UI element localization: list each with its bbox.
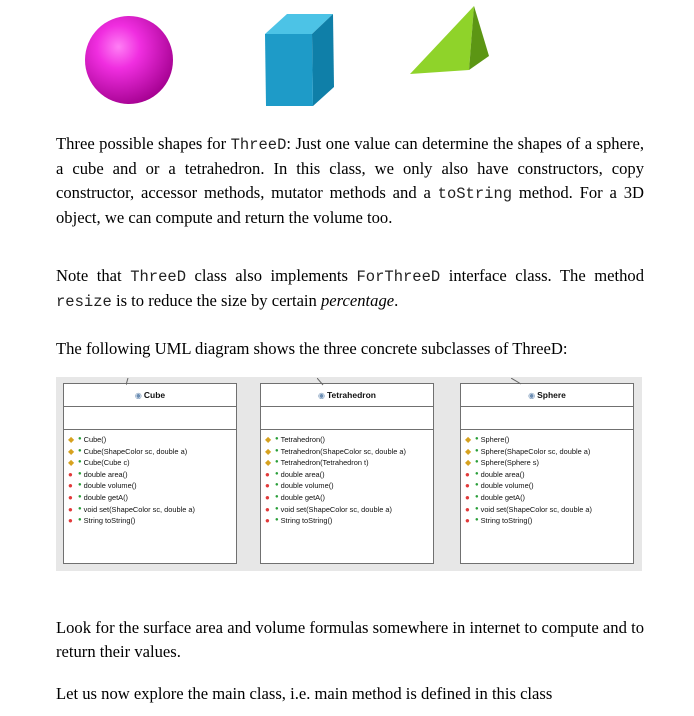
uml-class-header — [261, 384, 433, 407]
method-icon: ● — [465, 492, 470, 502]
method-icon: ● — [265, 469, 270, 479]
constructor-icon: ◆ — [68, 435, 75, 444]
public-visibility-icon: ● — [475, 459, 479, 466]
uml-constructor — [68, 446, 236, 458]
uml-constructor — [465, 457, 633, 469]
class-icon: ◉ — [318, 390, 325, 400]
uml-class-name: Tetrahedron — [327, 390, 376, 400]
uml-method — [265, 469, 433, 481]
uml-class-header — [461, 384, 633, 407]
uml-class-name: Sphere — [537, 390, 566, 400]
method-signature: Tetrahedron() — [280, 435, 325, 444]
method-signature: double area() — [83, 469, 128, 479]
method-icon: ● — [68, 481, 73, 491]
method-signature: Tetrahedron(Tetrahedron t) — [280, 458, 369, 468]
public-visibility-icon: ● — [275, 493, 279, 500]
method-signature: double area() — [280, 469, 325, 479]
code-threed: ThreeD — [230, 136, 287, 154]
code-resize: resize — [56, 293, 112, 311]
uml-method — [68, 492, 236, 504]
method-icon: ● — [68, 492, 73, 502]
public-visibility-icon: ● — [78, 482, 82, 489]
uml-method — [68, 515, 236, 527]
constructor-icon: ◆ — [465, 435, 472, 444]
method-signature: double volume() — [280, 481, 334, 491]
uml-constructor — [265, 434, 433, 446]
uml-constructor — [465, 446, 633, 458]
method-signature: void set(ShapeColor sc, double a) — [83, 504, 195, 514]
method-icon: ● — [68, 504, 73, 514]
method-signature: String toString() — [480, 516, 533, 526]
method-icon: ● — [465, 469, 470, 479]
method-signature: double volume() — [480, 481, 534, 491]
constructor-icon: ◆ — [68, 446, 75, 456]
uml-class-sphere — [460, 383, 634, 564]
public-visibility-icon: ● — [475, 470, 479, 477]
method-signature: void set(ShapeColor sc, double a) — [280, 504, 392, 514]
public-visibility-icon: ● — [78, 470, 82, 477]
code-forthreed: ForThreeD — [356, 268, 441, 286]
method-signature: void set(ShapeColor sc, double a) — [480, 504, 592, 514]
method-icon: ● — [465, 504, 470, 514]
interface-paragraph: Note that ThreeD class also implements ForThreeD interface class. The method resize is to reduce the size by certain percentage. — [56, 266, 644, 311]
method-signature: Cube() — [83, 435, 107, 444]
public-visibility-icon: ● — [475, 436, 479, 442]
constructor-icon: ◆ — [465, 458, 472, 468]
uml-constructor — [68, 434, 236, 446]
method-signature: Sphere() — [480, 435, 510, 444]
uml-method — [68, 480, 236, 492]
method-signature: String toString() — [83, 516, 136, 526]
public-visibility-icon: ● — [275, 447, 279, 454]
inheritance-connector — [126, 378, 138, 386]
method-icon: ● — [465, 481, 470, 491]
public-visibility-icon: ● — [275, 482, 279, 489]
uml-constructor — [265, 446, 433, 458]
uml-class-header — [64, 384, 236, 407]
public-visibility-icon: ● — [78, 517, 82, 524]
tetrahedron-image — [410, 6, 489, 74]
uml-fields-section — [461, 407, 633, 430]
uml-fields-section — [64, 407, 236, 430]
method-icon: ● — [465, 516, 470, 526]
constructor-icon: ◆ — [68, 458, 75, 468]
public-visibility-icon: ● — [78, 493, 82, 500]
public-visibility-icon: ● — [275, 459, 279, 466]
constructor-icon: ◆ — [465, 446, 472, 456]
uml-method — [465, 504, 633, 516]
method-signature: Tetrahedron(ShapeColor sc, double a) — [280, 446, 406, 456]
method-icon: ● — [68, 469, 73, 479]
method-icon: ● — [265, 504, 270, 514]
uml-method — [265, 480, 433, 492]
uml-constructor — [68, 457, 236, 469]
method-signature: Cube(Cube c) — [83, 458, 130, 468]
uml-method — [68, 504, 236, 516]
public-visibility-icon: ● — [475, 482, 479, 489]
uml-methods-section — [64, 430, 236, 527]
uml-methods-section — [261, 430, 433, 527]
uml-method — [465, 492, 633, 504]
code-threed: ThreeD — [130, 268, 186, 286]
uml-fields-section — [261, 407, 433, 430]
method-icon: ● — [265, 481, 270, 491]
shapes-illustration — [0, 0, 694, 120]
method-signature: String toString() — [280, 516, 333, 526]
uml-constructor — [265, 457, 433, 469]
uml-intro-paragraph: The following UML diagram shows the three concrete subclasses of ThreeD: — [56, 339, 568, 358]
class-icon: ◉ — [134, 390, 142, 400]
intro-paragraph: Three possible shapes for ThreeD: Just one value can determine the shapes of a sphere, a cube and or a tetrahedron. In this class, we only also have constructors, copy constructor, accessor methods, mutator methods and a toString method. For a 3D object, we can compute and return the volume too. — [56, 134, 644, 227]
public-visibility-icon: ● — [475, 493, 479, 500]
uml-class-name: Cube — [143, 390, 166, 400]
uml-methods-section — [461, 430, 633, 527]
uml-method — [265, 492, 433, 504]
method-signature: double volume() — [83, 481, 137, 491]
main-class-paragraph: Let us now explore the main class, i.e. main method is defined in this class — [56, 684, 553, 703]
public-visibility-icon: ● — [275, 517, 279, 524]
method-icon: ● — [68, 516, 73, 526]
method-signature: double getA() — [280, 492, 325, 502]
method-signature: double getA() — [83, 492, 128, 502]
method-signature: Sphere(ShapeColor sc, double a) — [480, 446, 591, 456]
public-visibility-icon: ● — [275, 436, 279, 442]
uml-method — [465, 515, 633, 527]
public-visibility-icon: ● — [78, 447, 82, 454]
public-visibility-icon: ● — [475, 517, 479, 524]
public-visibility-icon: ● — [275, 505, 279, 512]
uml-class-tetrahedron — [260, 383, 434, 564]
inheritance-connector — [317, 378, 329, 386]
public-visibility-icon: ● — [78, 505, 82, 512]
uml-method — [465, 469, 633, 481]
italic-percentage: percentage — [321, 291, 395, 310]
uml-method — [465, 480, 633, 492]
public-visibility-icon: ● — [78, 436, 82, 442]
method-signature: Sphere(Sphere s) — [480, 458, 539, 468]
method-signature: Cube(ShapeColor sc, double a) — [83, 446, 188, 456]
uml-method — [265, 515, 433, 527]
code-tostring: toString — [437, 185, 513, 203]
method-icon: ● — [265, 516, 270, 526]
uml-class-cube — [63, 383, 237, 564]
method-signature: double area() — [480, 469, 525, 479]
constructor-icon: ◆ — [265, 458, 272, 468]
cube-image — [265, 14, 334, 106]
uml-diagram — [56, 377, 642, 571]
uml-constructor — [465, 434, 633, 446]
inheritance-connector — [511, 378, 523, 386]
public-visibility-icon: ● — [78, 459, 82, 466]
constructor-icon: ◆ — [265, 435, 272, 444]
sphere-image — [85, 16, 173, 104]
class-icon: ◉ — [528, 390, 536, 400]
uml-method — [265, 504, 433, 516]
public-visibility-icon: ● — [475, 505, 479, 512]
public-visibility-icon: ● — [475, 447, 479, 454]
uml-method — [68, 469, 236, 481]
public-visibility-icon: ● — [275, 470, 279, 477]
constructor-icon: ◆ — [265, 446, 272, 456]
formulas-paragraph: Look for the surface area and volume formulas somewhere in internet to compute and to return their values. — [56, 618, 644, 661]
method-icon: ● — [265, 492, 270, 502]
method-signature: double getA() — [480, 492, 525, 502]
